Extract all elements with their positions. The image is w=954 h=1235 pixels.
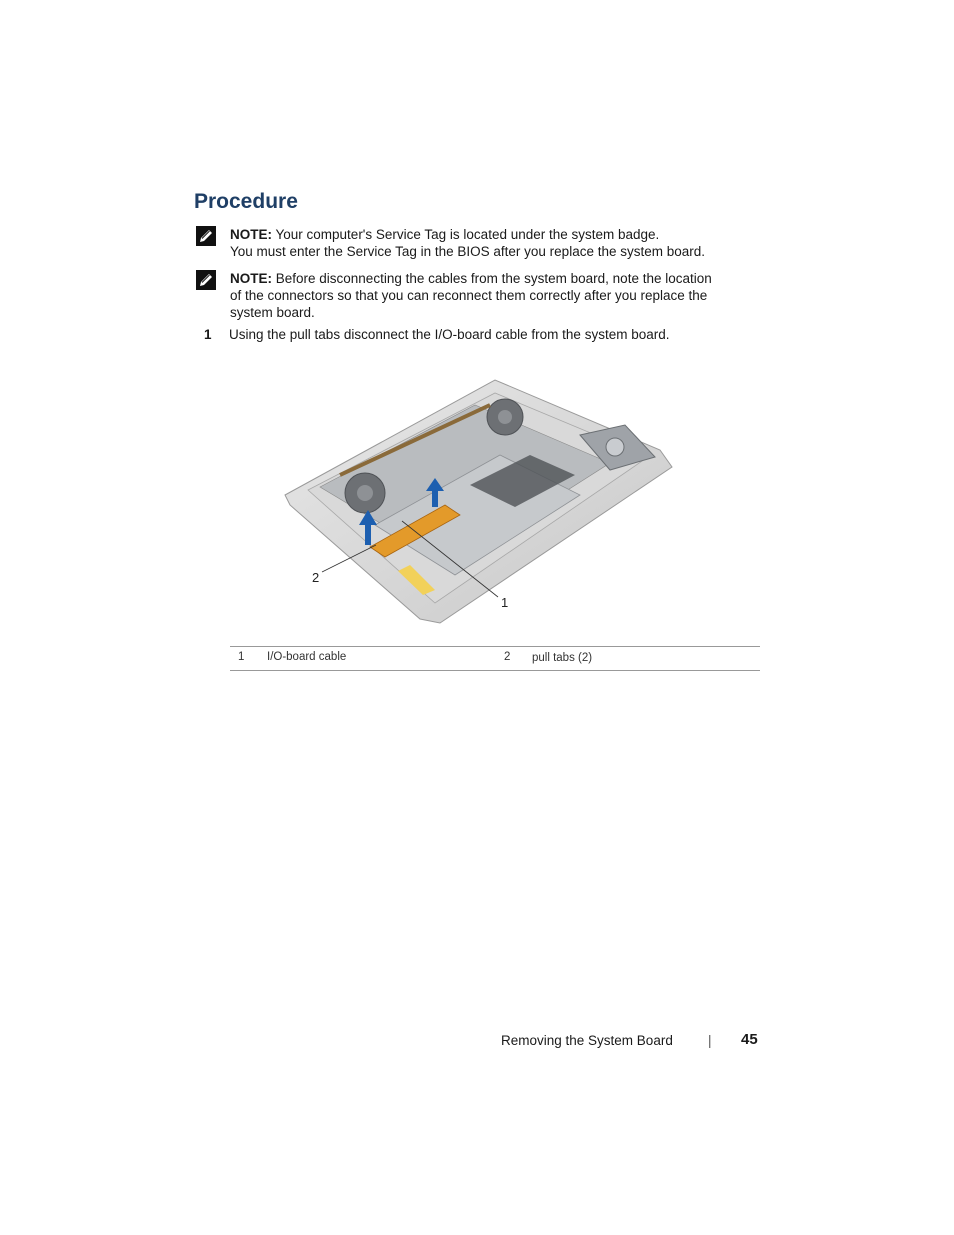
page-number: 45 (741, 1031, 758, 1048)
note-pencil-icon (196, 270, 216, 290)
step-number: 1 (204, 327, 212, 342)
note-label: NOTE: (230, 271, 272, 286)
step-1 (204, 326, 669, 343)
note-label: NOTE: (230, 227, 272, 242)
note-pencil-icon (196, 226, 216, 246)
note-text: Before disconnecting the cables from the system board, note the location (272, 271, 712, 286)
figure-legend (230, 646, 760, 671)
note-service-tag (196, 226, 766, 260)
callout-2: 2 (312, 570, 320, 585)
section-heading: Procedure (194, 190, 298, 213)
note-connectors (196, 270, 766, 321)
note-text: system board. (230, 305, 315, 320)
legend-number: 2 (504, 651, 511, 663)
footer-section-name: Removing the System Board (501, 1033, 673, 1048)
note-text: Your computer's Service Tag is located under the system badge. (272, 227, 660, 242)
step-text: Using the pull tabs disconnect the I/O-board cable from the system board. (229, 327, 670, 342)
footer-separator: | (708, 1033, 712, 1048)
note-text: of the connectors so that you can reconnect them correctly after you replace the (230, 288, 708, 303)
note-text: You must enter the Service Tag in the BIOS after you replace the system board. (230, 244, 706, 259)
legend-label: pull tabs (2) (532, 652, 593, 664)
laptop-figure (280, 375, 680, 625)
callout-1: 1 (501, 595, 509, 610)
legend-number: 1 (238, 651, 245, 663)
legend-label: I/O-board cable (267, 651, 347, 663)
